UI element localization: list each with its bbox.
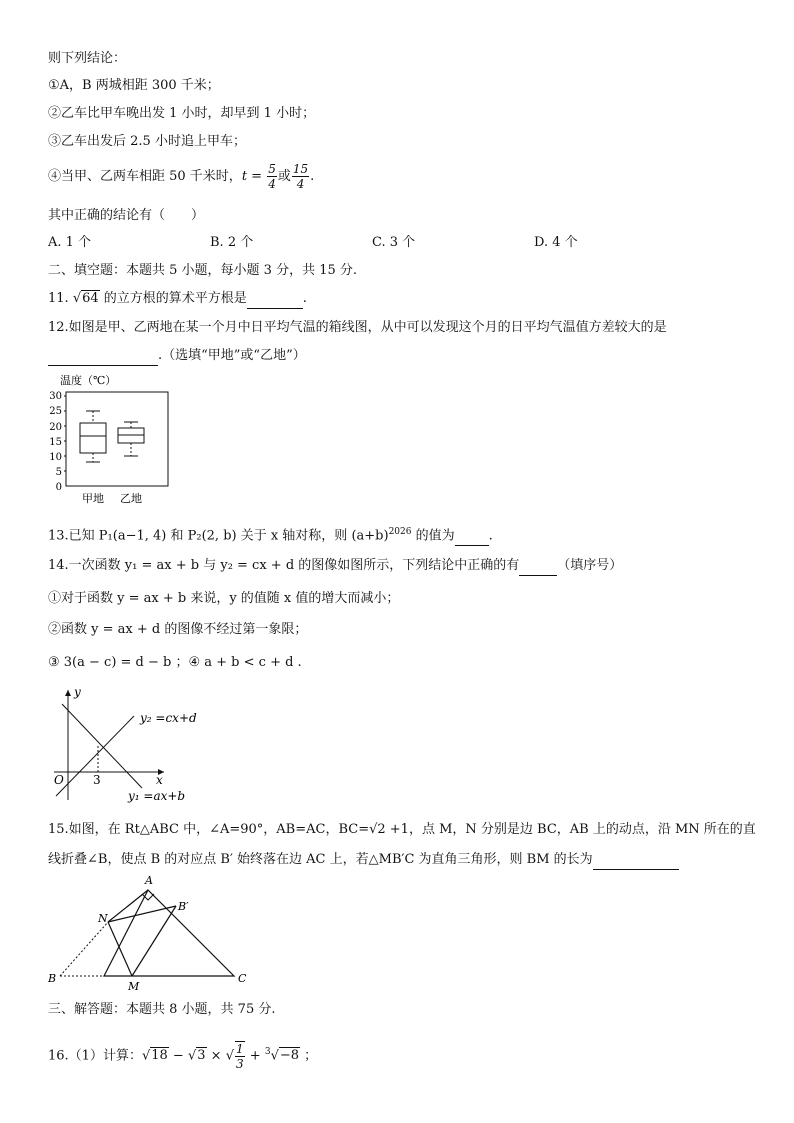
q16-times: ×: [206, 1048, 226, 1064]
box-jia: [80, 411, 106, 462]
answer-blank-13: [455, 531, 489, 546]
statement-2: ②乙车比甲车晚出发 1 小时，却早到 1 小时；: [48, 106, 316, 121]
sqrt-3: 3: [197, 1048, 206, 1064]
fraction-15-4: [292, 162, 309, 191]
question-12-line2: [48, 346, 306, 366]
statement-4-eq: =: [247, 169, 267, 184]
label-c: C: [238, 972, 247, 985]
y-axis-label: y: [74, 685, 81, 699]
q16-end: ；: [300, 1048, 318, 1064]
question-15-line1: 15.如图，在 Rt△ABC 中，∠A=90°，AB=AC，BC=√2 +1，点 M，N 分别是边 BC，AB 上的动点，沿 MN 所在的直: [48, 822, 756, 837]
ytick-15: 15: [49, 437, 62, 448]
triangle-figure: [44, 872, 264, 992]
y-axis-arrow: [65, 690, 71, 696]
section-3-heading: 三、解答题：本题共 8 小题，共 75 分.: [48, 1002, 276, 1017]
answer-blank-14: [519, 561, 557, 576]
fraction-denominator: 4: [296, 177, 305, 191]
label-y2: y₂ =cx+d: [140, 711, 197, 725]
label-y1: y₁ =ax+b: [128, 789, 186, 803]
origin-label: O: [54, 773, 64, 787]
boxplot-frame: [66, 392, 168, 486]
category-jia: 甲地: [82, 492, 104, 505]
statement-4-prefix: ④当甲、乙两车相距 50 千米时，: [48, 169, 242, 184]
sqrt-18: 18: [151, 1048, 168, 1064]
statement-4-var: t: [241, 169, 248, 184]
question-14-item-3: ③ 3(a − c) = d − b ；④ a + b < c + d .: [48, 655, 302, 670]
cbrt-minus-8: −8: [279, 1048, 300, 1064]
ytick-30: 30: [49, 391, 62, 402]
ytick-25: 25: [49, 406, 62, 417]
box-yi: [118, 422, 144, 456]
fraction-5-4: [267, 162, 277, 191]
linear-graph: [48, 684, 208, 804]
label-n: N: [98, 912, 108, 925]
fraction-denominator: 3: [236, 1056, 244, 1071]
ytick-5: 5: [55, 467, 62, 478]
q16-minus: −: [168, 1048, 188, 1064]
answer-blank-15: [593, 855, 679, 870]
label-b-prime: B′: [178, 900, 189, 913]
segment-mb1: [132, 906, 176, 976]
segment-nm: [108, 922, 132, 976]
q16-prefix: 16.（1）计算：: [48, 1048, 142, 1064]
section-2-heading: 二、填空题：本题共 5 小题，每小题 3 分，共 15 分.: [48, 263, 358, 278]
category-yi: 乙地: [120, 492, 142, 505]
segment-bn-dashed: [60, 922, 108, 976]
triangle-abc: [104, 890, 234, 976]
fraction-numerator: 5: [268, 162, 276, 176]
statement-4-or: 或: [277, 169, 291, 184]
ytick-10: 10: [49, 452, 62, 463]
q13-tail: 的值为: [411, 528, 455, 544]
x-axis-label: x: [156, 773, 163, 787]
statement-1: ①A，B 两城相距 300 千米；: [48, 78, 220, 93]
q15-text: 线折叠∠B，使点 B 的对应点 B′ 始终落在边 AC 上，若△MB′C 为直角三角形，则 BM 的长为: [48, 852, 593, 867]
question-14-line1: [48, 556, 622, 576]
ytick-20: 20: [49, 422, 62, 433]
label-m: M: [128, 980, 140, 992]
question-16: 16.（1）计算：√18 − √3 × √ $\frac{1}{3}$ + $^3$√−8 ；: [48, 1041, 318, 1071]
label-a: A: [145, 874, 153, 887]
q13-end: .: [488, 528, 493, 544]
sqrt-64: 64: [82, 291, 99, 306]
q13-text: 13.已知 P₁(a−1, 4) 和 P₂(2, b) 关于 x 轴对称，则 (a+b): [48, 528, 389, 544]
cube-root-index: 3: [264, 1047, 271, 1057]
ytick-0: 0: [55, 482, 62, 493]
intro-text: 则下列结论：: [48, 51, 127, 66]
q14-text: 14.一次函数 y₁ = ax + b 与 y₂ = cx + d 的图像如图所示，下列结论中正确的有: [48, 558, 520, 573]
line-y1: [62, 704, 142, 788]
boxplot-ylabel: 温度（℃）: [60, 374, 117, 387]
answer-blank-12: [48, 351, 158, 366]
q11-end: .: [302, 291, 307, 306]
label-b: B: [48, 972, 57, 985]
fraction-numerator: 15: [292, 162, 309, 176]
q11-text: 的立方根的算术平方根是: [99, 291, 247, 306]
statement-4-end: .: [310, 169, 315, 184]
answer-blank-11: [247, 294, 303, 309]
q14-tail: （填序号）: [557, 558, 623, 573]
q13-exponent: 2026: [388, 527, 412, 537]
option-b: B. 2 个: [210, 235, 254, 250]
q16-plus: +: [245, 1048, 265, 1064]
question-text: 其中正确的结论有（ ）: [48, 208, 205, 223]
option-c: C. 3 个: [372, 235, 416, 250]
q11-prefix: 11.: [48, 291, 73, 306]
statement-3: ③乙车出发后 2.5 小时追上甲车；: [48, 134, 246, 149]
fraction-denominator: 4: [268, 177, 276, 191]
question-12-line1: 12.如图是甲、乙两地在某一个月中日平均气温的箱线图，从中可以发现这个月的日平均气温值方差较大的是: [48, 320, 667, 335]
sqrt-fraction-1-3: [235, 1041, 245, 1071]
option-a: A. 1 个: [48, 235, 92, 250]
option-d: D. 4 个: [534, 235, 578, 250]
question-15-line2: [48, 850, 679, 870]
question-14-item-2: ②函数 y = ax + d 的图像不经过第一象限；: [48, 622, 308, 637]
question-11: 11. √64 的立方根的算术平方根是 .: [48, 289, 307, 309]
tick-3: 3: [93, 773, 101, 787]
question-14-item-1: ①对于函数 y = ax + b 来说，y 的值随 x 值的增大而减小；: [48, 591, 400, 606]
boxplot-chart: [44, 372, 174, 507]
fraction-numerator: 1: [236, 1041, 244, 1056]
q12-tail: .（选填“甲地”或“乙地”）: [158, 348, 306, 363]
question-13: [48, 522, 493, 546]
statement-4: [48, 160, 314, 194]
